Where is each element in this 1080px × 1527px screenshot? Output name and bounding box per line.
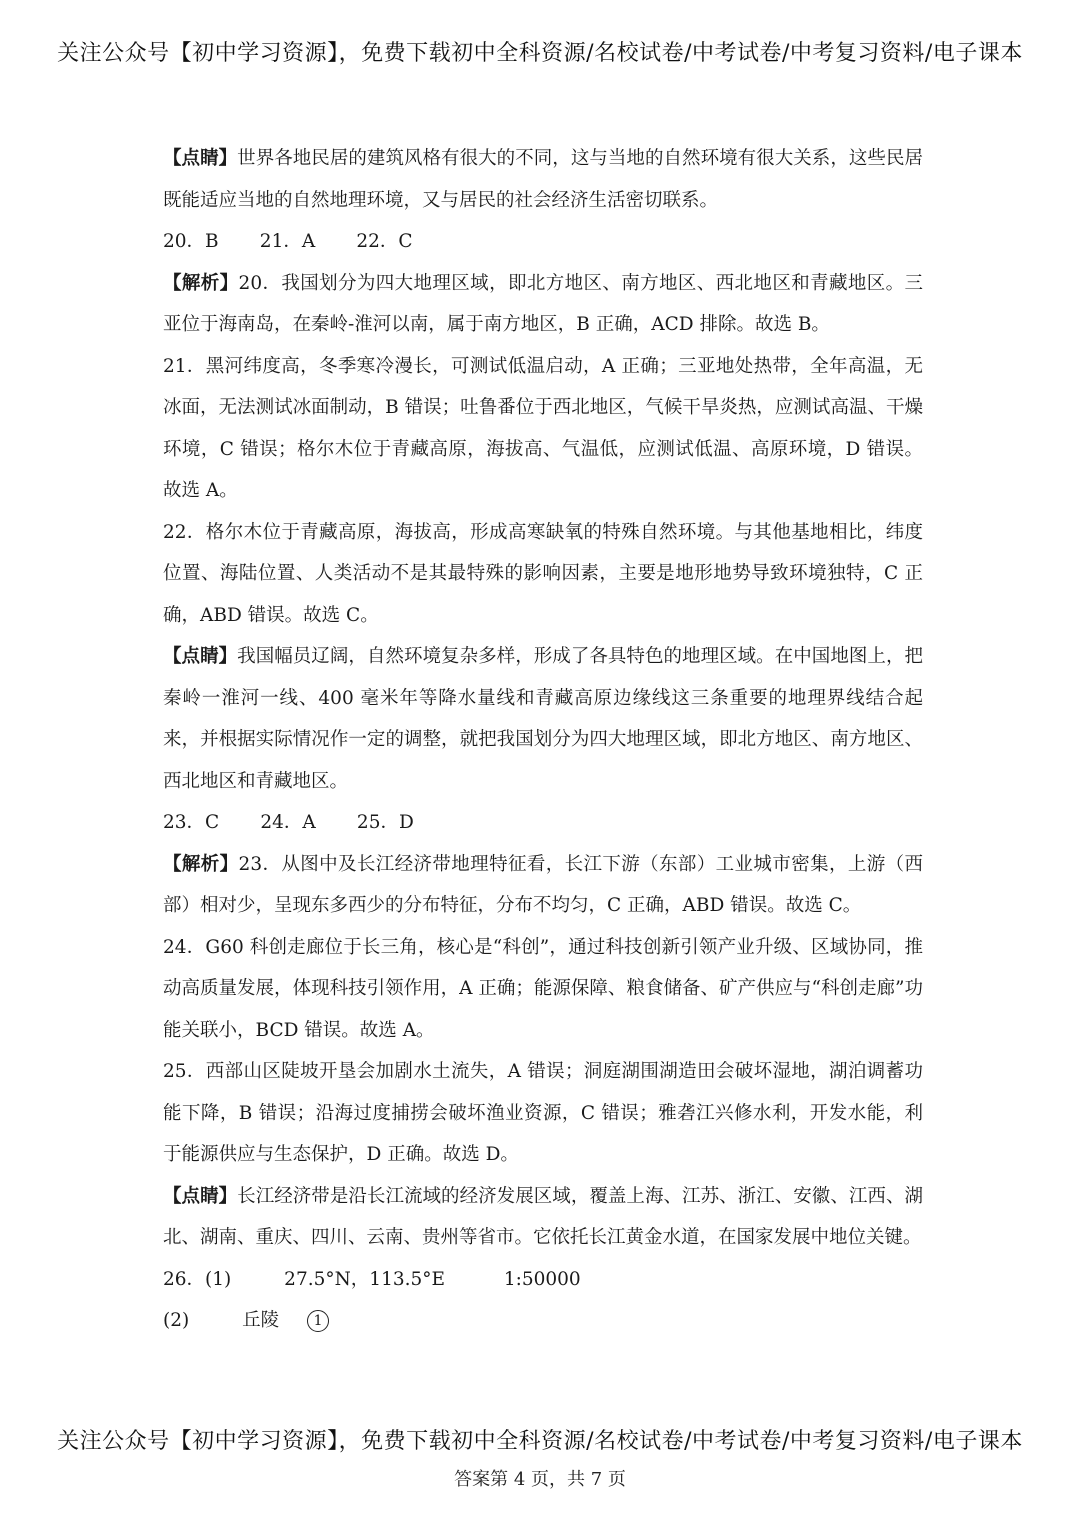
explanation-22: 22．格尔木位于青藏高原，海拔高，形成高寒缺氧的特殊自然环境。与其他基地相比，纬度位置、海陆位置、人类活动不是其最特殊的影响因素，主要是地形地势导致环境独特，C 正确，ABD 错误。故选 C。	[163, 521, 923, 626]
explanation-25: 25．西部山区陡坡开垦会加剧水土流失，A 错误；洞庭湖围湖造田会破坏湿地，湖泊调蓄功能下降，B 错误；沿海过度捕捞会破坏渔业资源，C 错误；雅砻江兴修水利，开发水能，利于能源供应与生态保护，D 正确。故选 D。	[163, 1061, 923, 1165]
jiexi-paragraph-23	[163, 844, 923, 927]
answer-26-2	[163, 1300, 923, 1342]
paragraph-text: 我国幅员辽阔，自然环境复杂多样，形成了各具特色的地理区域。在中国地图上，把秦岭一淮河一线、400 毫米年等降水量线和青藏高原边缘线这三条重要的地理界线结合起来，并根据实际情况作一定的调整，就把我国划分为四大地理区域，即北方地区、南方地区、西北地区和青藏地区。	[163, 646, 923, 792]
paragraph-text: 23．从图中及长江经济带地理特征看，长江下游（东部）工业城市密集，上游（西部）相对少，呈现东多西少的分布特征，分布不均匀，C 正确，ABD 错误。故选 C。	[163, 853, 923, 916]
dianjing-tag: 【点睛】	[163, 646, 238, 667]
paragraph-text: 20．我国划分为四大地理区域，即北方地区、南方地区、西北地区和青藏地区。三亚位于海南岛，在秦岭-淮河以南，属于南方地区，B 正确，ACD 排除。故选 B。	[163, 272, 923, 335]
answer-26-2-text: (2) 丘陵	[163, 1310, 280, 1331]
answers-23-25: 23．C 24．A 25．D	[163, 812, 414, 833]
page-footer: 答案第 4 页，共 7 页	[454, 1469, 626, 1490]
answer-26-1: 26．(1) 27.5°N，113.5°E 1:50000	[163, 1268, 581, 1290]
top-banner: 关注公众号【初中学习资源】，免费下载初中全科资源/名校试卷/中考试卷/中考复习资料/电子课本	[57, 41, 1023, 66]
explanation-24: 24．G60 科创走廊位于长三角，核心是“科创”，通过科技创新引领产业升级、区域协同，推动高质量发展，体现科技引领作用，A 正确；能源保障、粮食储备、矿产供应与“科创走廊”功能关联小，BCD 错误。故选 A。	[163, 936, 923, 1041]
jiexi-tag: 【解析】	[163, 272, 239, 294]
answer-content	[163, 138, 923, 1342]
paragraph-text: 长江经济带是沿长江流域的经济发展区域，覆盖上海、江苏、浙江、安徽、江西、湖北、湖南、重庆、四川、云南、贵州等省市。它依托长江黄金水道，在国家发展中地位关键。	[163, 1185, 923, 1248]
dianjing-tag: 【点睛】	[163, 148, 238, 169]
dianjing-paragraph-2	[163, 636, 923, 802]
dianjing-paragraph-1	[163, 138, 923, 221]
explanation-21: 21．黑河纬度高，冬季寒冷漫长，可测试低温启动，A 正确；三亚地处热带，全年高温，无冰面，无法测试冰面制动，B 错误；吐鲁番位于西北地区，气候干旱炎热，应测试高温、干燥环境，C 错误；格尔木位于青藏高原，海拔高、气温低，应测试低温、高原环境，D 错误。故选 A。	[163, 355, 923, 501]
bottom-banner: 关注公众号【初中学习资源】，免费下载初中全科资源/名校试卷/中考试卷/中考复习资料/电子课本	[57, 1429, 1023, 1454]
jiexi-paragraph-20	[163, 263, 923, 346]
dianjing-tag: 【点睛】	[163, 1185, 238, 1207]
answers-20-22: 20．B 21．A 22．C	[163, 231, 413, 252]
circled-number: 1	[307, 1310, 329, 1332]
paragraph-text: 世界各地民居的建筑风格有很大的不同，这与当地的自然环境有很大关系，这些民居既能适应当地的自然地理环境，又与居民的社会经济生活密切联系。	[163, 148, 923, 211]
dianjing-paragraph-3	[163, 1176, 923, 1259]
jiexi-tag: 【解析】	[163, 853, 239, 875]
